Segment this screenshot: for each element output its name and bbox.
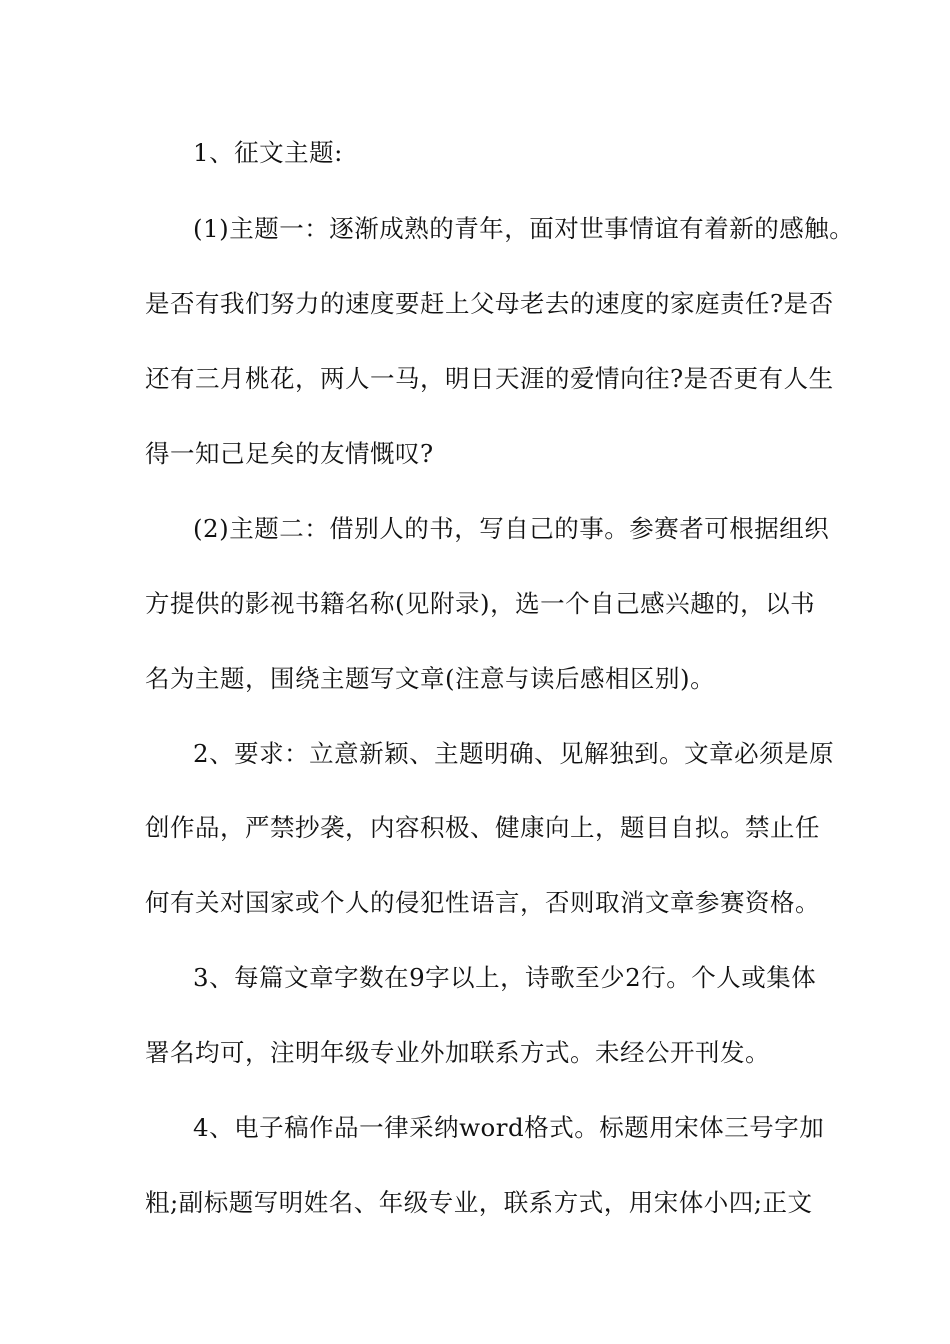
paragraph-line: (1)主题一：逐渐成熟的青年，面对世事情谊有着新的感触。 bbox=[193, 214, 855, 243]
paragraph-line: 方提供的影视书籍名称(见附录)，选一个自己感兴趣的，以书 bbox=[145, 589, 816, 618]
paragraph-line: 创作品，严禁抄袭，内容积极、健康向上，题目自拟。禁止任 bbox=[145, 813, 820, 842]
section-heading-theme: 1、征文主题: bbox=[193, 138, 343, 167]
paragraph-line: 粗;副标题写明姓名、年级专业，联系方式，用宋体小四;正文 bbox=[145, 1188, 813, 1217]
paragraph-line: 得一知己足矣的友情慨叹? bbox=[145, 439, 434, 468]
paragraph-line: 还有三月桃花，两人一马，明日天涯的爱情向往?是否更有人生 bbox=[145, 364, 834, 393]
paragraph-line: 4、电子稿作品一律采纳word格式。标题用宋体三号字加 bbox=[193, 1113, 825, 1142]
paragraph-line: 何有关对国家或个人的侵犯性语言，否则取消文章参赛资格。 bbox=[145, 888, 820, 917]
paragraph-line: (2)主题二：借别人的书，写自己的事。参赛者可根据组织 bbox=[193, 514, 830, 543]
paragraph-line: 3、每篇文章字数在9字以上，诗歌至少2行。个人或集体 bbox=[193, 963, 817, 992]
paragraph-line: 2、要求：立意新颖、主题明确、见解独到。文章必须是原 bbox=[193, 739, 835, 768]
paragraph-line: 署名均可，注明年级专业外加联系方式。未经公开刊发。 bbox=[145, 1038, 770, 1067]
paragraph-line: 是否有我们努力的速度要赶上父母老去的速度的家庭责任?是否 bbox=[145, 289, 834, 318]
paragraph-line: 名为主题，围绕主题写文章(注意与读后感相区别)。 bbox=[145, 664, 716, 693]
